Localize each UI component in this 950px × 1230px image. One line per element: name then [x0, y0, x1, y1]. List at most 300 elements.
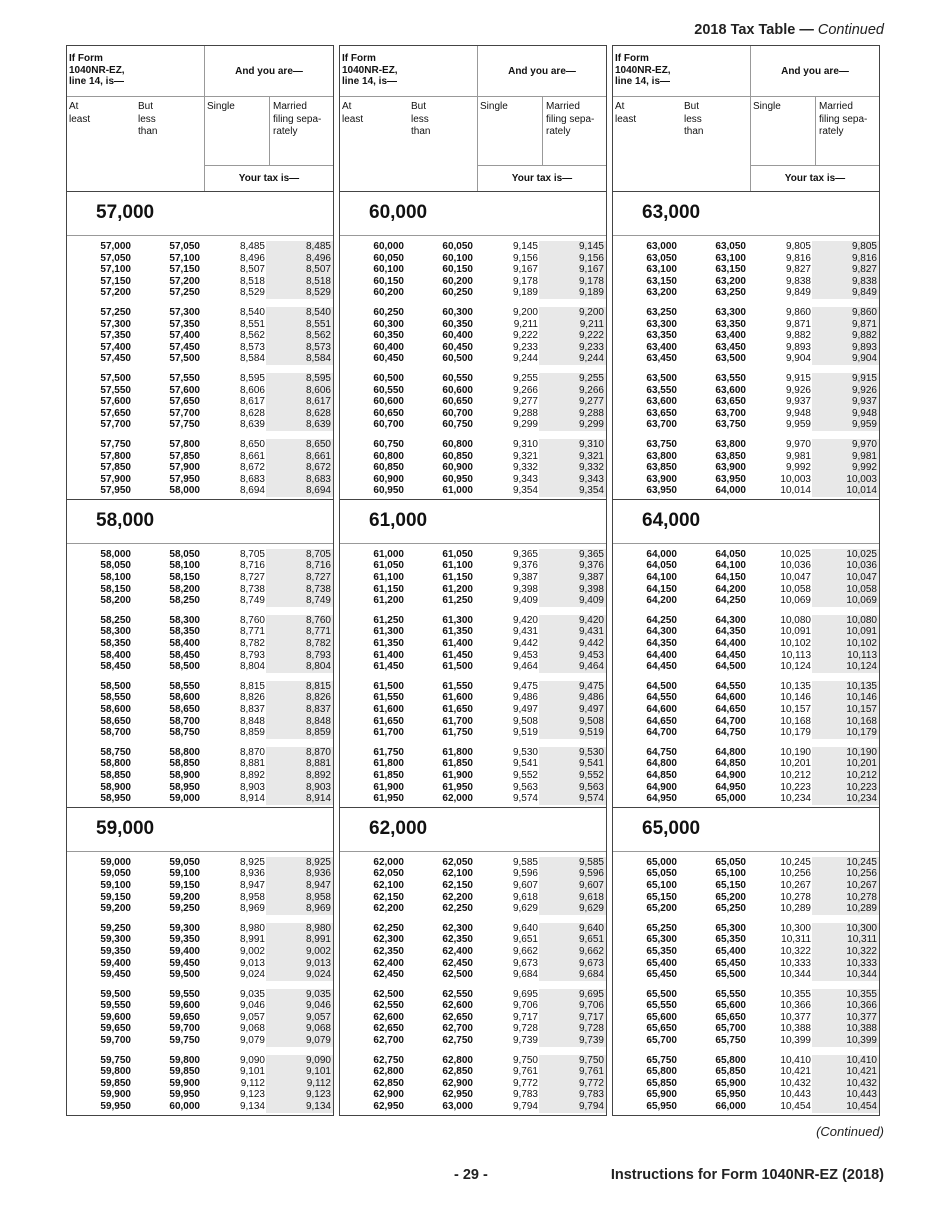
at-least-cell: 58,900 [100, 781, 131, 793]
if-form-line: If Form [69, 53, 103, 64]
table-row [67, 615, 333, 627]
single-tax-cell: 10,234 [780, 793, 811, 805]
married-tax-cell: 8,826 [266, 692, 333, 704]
at-least-cell: 57,300 [100, 318, 131, 330]
table-row [340, 584, 606, 596]
table-row [613, 572, 879, 584]
table-row [613, 892, 879, 904]
table-row [613, 560, 879, 572]
row-group [340, 307, 606, 365]
table-row [340, 969, 606, 981]
if-form-line: line 14, is— [69, 76, 125, 87]
but-less-than-cell: 63,050 [715, 241, 746, 252]
if-form-line: If Form [615, 53, 649, 64]
married-tax-cell: 9,244 [539, 353, 606, 365]
at-least-cell: 58,100 [100, 572, 131, 584]
table-row [340, 264, 606, 276]
single-tax-cell: 9,486 [512, 692, 538, 704]
married-tax-cell: 8,980 [266, 923, 333, 935]
table-row [613, 704, 879, 716]
tax-table [66, 45, 885, 1116]
but-less-than-cell: 64,300 [715, 614, 746, 626]
married-tax-cell: 10,014 [812, 485, 879, 497]
table-row [67, 747, 333, 759]
table-row [613, 857, 879, 869]
table-row [613, 319, 879, 331]
married-tax-cell: 8,738 [266, 584, 333, 596]
table-row [613, 253, 879, 265]
row-group [67, 549, 333, 607]
row-group [340, 373, 606, 431]
header-title-text: 2018 Tax Table — [694, 22, 814, 38]
but-less-than-cell: 64,450 [715, 649, 746, 661]
married-tax-cell: 9,684 [539, 969, 606, 981]
at-least-cell: 59,600 [100, 1011, 131, 1023]
at-least-cell: 65,850 [646, 1077, 677, 1089]
married-tax-cell: 9,123 [266, 1089, 333, 1101]
and-you-are-label: And you are— [781, 65, 849, 77]
but-less-than-cell: 58,300 [169, 614, 200, 626]
but-less-than-cell: 57,900 [169, 462, 200, 474]
section-title: 58,000 [67, 500, 333, 544]
but-less-than-cell: 60,500 [442, 353, 473, 365]
single-tax-cell: 9,596 [512, 868, 538, 880]
but-less-than-cell: 62,150 [442, 879, 473, 891]
single-tax-cell: 9,827 [785, 264, 811, 276]
married-tax-cell: 9,915 [812, 373, 879, 385]
at-least-cell: 63,350 [646, 330, 677, 342]
row-group [613, 439, 879, 497]
but-less-than-cell: 57,200 [169, 275, 200, 287]
but-less-than-cell: 58,050 [169, 548, 200, 560]
married-tax-cell: 9,607 [539, 880, 606, 892]
married-tax-cell: 9,255 [539, 373, 606, 385]
single-tax-cell: 10,190 [780, 746, 811, 758]
at-least-cell: 65,500 [646, 988, 677, 1000]
but-less-than-cell: 59,000 [169, 793, 200, 805]
row-group [67, 373, 333, 431]
row-group [340, 1055, 606, 1113]
table-row [340, 276, 606, 288]
but-less-than-cell: 65,400 [715, 945, 746, 957]
table-row [340, 342, 606, 354]
married-tax-cell: 9,783 [539, 1089, 606, 1101]
but-less-than-label [409, 97, 478, 165]
married-tax-cell: 10,322 [812, 946, 879, 958]
married-tax-cell: 8,859 [266, 727, 333, 739]
row-group [340, 615, 606, 673]
but-less-than-cell: 64,500 [715, 661, 746, 673]
but-less-than-line: But [411, 101, 427, 112]
at-least-cell: 63,500 [646, 372, 677, 384]
but-less-than-cell: 58,800 [169, 746, 200, 758]
at-least-cell: 61,700 [373, 727, 404, 739]
at-least-cell: 61,400 [373, 649, 404, 661]
at-least-cell: 58,650 [100, 715, 131, 727]
at-least-cell: 60,150 [373, 275, 404, 287]
single-tax-cell: 9,332 [512, 462, 538, 474]
but-less-than-cell: 65,750 [715, 1035, 746, 1047]
but-less-than-cell: 65,500 [715, 969, 746, 981]
but-less-than-cell: 58,000 [169, 485, 200, 497]
table-row [340, 704, 606, 716]
at-least-cell: 63,100 [646, 264, 677, 276]
if-form-line: 1040NR-EZ, [342, 64, 398, 76]
but-less-than-cell: 64,600 [715, 692, 746, 704]
but-less-than-cell: 63,250 [715, 287, 746, 299]
but-less-than-cell: 65,850 [715, 1066, 746, 1078]
married-tax-cell: 8,529 [266, 287, 333, 299]
at-least-cell: 58,150 [100, 583, 131, 595]
table-row [340, 892, 606, 904]
married-tax-cell: 10,366 [812, 1000, 879, 1012]
table-row [67, 408, 333, 420]
but-less-than-cell: 65,600 [715, 1000, 746, 1012]
row-group [67, 747, 333, 805]
married-tax-cell: 9,574 [539, 793, 606, 805]
table-row [67, 264, 333, 276]
at-least-cell: 64,500 [646, 680, 677, 692]
but-less-than-cell: 59,250 [169, 903, 200, 915]
row-group [340, 989, 606, 1047]
table-row [613, 934, 879, 946]
but-less-than-cell: 64,950 [715, 781, 746, 793]
but-less-than-cell: 62,350 [442, 934, 473, 946]
single-tax-cell: 10,146 [780, 692, 811, 704]
married-tax-cell: 9,409 [539, 595, 606, 607]
married-tax-cell: 9,332 [539, 462, 606, 474]
at-least-cell: 62,950 [373, 1101, 404, 1113]
married-line: filing sepa- [546, 113, 595, 125]
married-tax-cell: 10,102 [812, 638, 879, 650]
table-row [67, 969, 333, 981]
table-row [67, 650, 333, 662]
but-less-than-cell: 60,350 [442, 318, 473, 330]
but-less-than-cell: 61,800 [442, 746, 473, 758]
single-tax-cell: 10,025 [780, 548, 811, 560]
single-tax-cell: 9,233 [512, 341, 538, 353]
but-less-than-cell: 59,500 [169, 969, 200, 981]
but-less-than-cell: 62,300 [442, 922, 473, 934]
single-tax-cell: 8,595 [239, 372, 265, 384]
but-less-than-cell: 63,200 [715, 275, 746, 287]
table-row [67, 923, 333, 935]
at-least-cell: 60,950 [373, 485, 404, 497]
but-less-than-cell: 58,250 [169, 595, 200, 607]
but-less-than-cell: 64,650 [715, 704, 746, 715]
but-less-than-cell: 61,850 [442, 758, 473, 770]
married-tax-cell: 9,497 [539, 704, 606, 716]
at-least-cell: 57,150 [100, 275, 131, 287]
married-tax-cell: 9,552 [539, 770, 606, 782]
at-least-cell: 63,800 [646, 450, 677, 462]
but-less-than-cell: 60,650 [442, 396, 473, 408]
married-tax-cell: 10,168 [812, 716, 879, 728]
at-least-cell: 63,600 [646, 396, 677, 408]
but-less-than-cell: 63,500 [715, 353, 746, 365]
at-least-cell: 65,050 [646, 868, 677, 880]
married-tax-cell: 8,881 [266, 758, 333, 770]
but-less-than-cell: 62,850 [442, 1066, 473, 1078]
married-tax-cell: 8,672 [266, 462, 333, 474]
but-less-than-cell: 60,600 [442, 384, 473, 396]
row-group [340, 241, 606, 299]
table-row [67, 1078, 333, 1090]
single-tax-cell: 9,255 [512, 372, 538, 384]
at-least-cell: 64,900 [646, 781, 677, 793]
married-tax-cell: 9,365 [539, 549, 606, 561]
table-row [340, 1035, 606, 1047]
married-tax-cell: 10,300 [812, 923, 879, 935]
but-less-than-cell: 65,450 [715, 957, 746, 969]
married-tax-cell: 9,948 [812, 408, 879, 420]
married-tax-cell: 9,695 [539, 989, 606, 1001]
single-tax-cell: 8,507 [239, 264, 265, 276]
married-tax-cell: 9,486 [539, 692, 606, 704]
married-tax-cell: 9,200 [539, 307, 606, 319]
table-row [613, 1101, 879, 1113]
row-group [613, 373, 879, 431]
single-tax-cell: 9,387 [512, 572, 538, 584]
but-less-than-cell: 59,300 [169, 922, 200, 934]
married-tax-cell: 9,508 [539, 716, 606, 728]
single-tax-cell: 9,519 [512, 727, 538, 739]
single-tax-cell: 10,410 [780, 1054, 811, 1066]
at-least-cell: 58,350 [100, 638, 131, 650]
at-least-cell: 63,950 [646, 485, 677, 497]
married-tax-cell: 8,573 [266, 342, 333, 354]
married-tax-cell: 8,628 [266, 408, 333, 420]
married-tax-cell: 10,333 [812, 958, 879, 970]
section-body [340, 544, 606, 807]
single-tax-cell: 10,256 [780, 868, 811, 880]
table-row [340, 319, 606, 331]
single-tax-cell: 9,134 [239, 1101, 265, 1113]
at-least-cell: 57,200 [100, 287, 131, 299]
but-less-than-cell: 61,600 [442, 692, 473, 704]
but-less-than-cell: 58,200 [169, 583, 200, 595]
but-less-than-cell: 58,150 [169, 572, 200, 584]
single-tax-cell: 9,849 [785, 287, 811, 299]
at-least-cell: 60,600 [373, 396, 404, 408]
married-tax-cell: 9,739 [539, 1035, 606, 1047]
married-tax-cell: 9,618 [539, 892, 606, 904]
at-least-cell: 65,900 [646, 1089, 677, 1101]
single-tax-cell: 10,003 [780, 473, 811, 485]
but-less-than-cell: 59,050 [169, 856, 200, 868]
married-tax-cell: 9,079 [266, 1035, 333, 1047]
married-line: rately [273, 126, 298, 137]
at-least-cell: 59,150 [100, 891, 131, 903]
table-row [613, 1089, 879, 1101]
at-least-line: least [615, 113, 637, 125]
but-less-than-cell: 64,900 [715, 769, 746, 781]
table-row [613, 782, 879, 794]
married-tax-cell: 10,047 [812, 572, 879, 584]
married-tax-cell: 10,377 [812, 1012, 879, 1024]
but-less-than-cell: 60,700 [442, 407, 473, 419]
at-least-cell: 59,350 [100, 945, 131, 957]
married-tax-cell: 9,596 [539, 868, 606, 880]
table-row [67, 782, 333, 794]
header-row [340, 46, 606, 97]
single-tax-cell: 10,014 [780, 485, 811, 497]
single-tax-cell: 9,222 [512, 330, 538, 342]
at-least-cell: 59,550 [100, 1000, 131, 1012]
table-row [67, 1035, 333, 1047]
married-tax-cell: 9,343 [539, 474, 606, 486]
married-tax-cell: 9,750 [539, 1055, 606, 1067]
table-row [67, 1012, 333, 1024]
but-less-than-cell: 58,450 [169, 649, 200, 661]
but-less-than-cell: 62,250 [442, 903, 473, 915]
but-less-than-cell: 61,400 [442, 638, 473, 650]
single-tax-cell: 8,782 [239, 638, 265, 650]
table-row [613, 385, 879, 397]
table-column [66, 45, 334, 1116]
table-section [67, 808, 333, 1115]
but-less-than-cell: 62,950 [442, 1089, 473, 1101]
table-row [613, 1055, 879, 1067]
married-tax-cell: 8,562 [266, 330, 333, 342]
but-less-than-cell: 61,450 [442, 649, 473, 661]
but-less-than-cell: 61,500 [442, 661, 473, 673]
single-tax-cell: 10,179 [780, 727, 811, 739]
at-least-cell: 65,800 [646, 1066, 677, 1078]
at-least-cell: 57,550 [100, 384, 131, 396]
single-tax-cell: 10,278 [780, 891, 811, 903]
married-tax-cell: 8,771 [266, 626, 333, 638]
column-header [67, 46, 333, 192]
single-tax-cell: 10,399 [780, 1035, 811, 1047]
married-tax-cell: 9,222 [539, 330, 606, 342]
but-less-than-cell: 63,700 [715, 407, 746, 419]
section-title: 62,000 [340, 808, 606, 852]
table-row [613, 770, 879, 782]
but-less-than-cell: 58,700 [169, 715, 200, 727]
married-tax-cell: 9,827 [812, 264, 879, 276]
but-less-than-cell: 60,750 [442, 419, 473, 431]
at-least-cell: 64,650 [646, 715, 677, 727]
table-row [340, 439, 606, 451]
at-least-cell: 65,700 [646, 1035, 677, 1047]
table-row [613, 307, 879, 319]
at-least-cell: 62,550 [373, 1000, 404, 1012]
at-least-cell: 58,250 [100, 614, 131, 626]
at-least-cell: 58,550 [100, 692, 131, 704]
married-tax-cell: 9,464 [539, 661, 606, 673]
married-tax-cell: 9,167 [539, 264, 606, 276]
table-row [613, 661, 879, 673]
but-less-than-cell: 62,550 [442, 988, 473, 1000]
married-tax-cell: 9,288 [539, 408, 606, 420]
row-group [67, 857, 333, 915]
single-tax-cell: 8,991 [239, 934, 265, 946]
but-less-than-cell: 57,850 [169, 450, 200, 462]
married-tax-cell: 9,310 [539, 439, 606, 451]
single-tax-cell: 10,377 [780, 1011, 811, 1023]
but-less-than-cell: 63,350 [715, 318, 746, 330]
single-tax-cell: 9,409 [512, 595, 538, 607]
but-less-than-cell: 61,000 [442, 485, 473, 497]
your-tax-is-label: Your tax is— [205, 165, 333, 191]
married-line: Married [273, 101, 307, 112]
single-tax-cell: 8,969 [239, 903, 265, 915]
married-tax-cell: 8,518 [266, 276, 333, 288]
at-least-cell: 62,500 [373, 988, 404, 1000]
table-row [67, 661, 333, 673]
table-row [613, 419, 879, 431]
single-tax-cell: 9,761 [512, 1066, 538, 1078]
table-row [613, 474, 879, 486]
single-tax-cell: 8,771 [239, 626, 265, 638]
married-tax-cell: 9,904 [812, 353, 879, 365]
at-least-cell: 64,850 [646, 769, 677, 781]
single-tax-cell: 9,497 [512, 704, 538, 715]
section-title: 61,000 [340, 500, 606, 544]
header-row [67, 46, 333, 97]
but-less-than-cell: 60,300 [442, 306, 473, 318]
at-least-cell: 57,100 [100, 264, 131, 276]
married-tax-cell: 9,893 [812, 342, 879, 354]
at-least-cell: 65,300 [646, 934, 677, 946]
row-group [613, 615, 879, 673]
at-least-cell: 65,750 [646, 1054, 677, 1066]
married-tax-cell: 10,267 [812, 880, 879, 892]
table-row [340, 650, 606, 662]
but-less-than-line: than [684, 126, 704, 137]
single-tax-cell: 9,893 [785, 341, 811, 353]
married-tax-cell: 9,849 [812, 287, 879, 299]
married-tax-cell: 10,146 [812, 692, 879, 704]
but-less-than-cell: 60,550 [442, 372, 473, 384]
at-least-cell: 65,150 [646, 891, 677, 903]
married-tax-cell: 8,705 [266, 549, 333, 561]
but-less-than-cell: 65,250 [715, 903, 746, 915]
table-row [613, 595, 879, 607]
but-less-than-cell: 60,400 [442, 330, 473, 342]
table-section [340, 500, 606, 808]
but-less-than-cell: 58,900 [169, 769, 200, 781]
married-tax-cell: 8,749 [266, 595, 333, 607]
table-row [67, 704, 333, 716]
table-row [340, 661, 606, 673]
married-tax-cell: 10,124 [812, 661, 879, 673]
if-form-line: line 14, is— [342, 76, 398, 87]
but-less-than-cell: 61,650 [442, 704, 473, 715]
at-least-cell: 62,350 [373, 945, 404, 957]
but-less-than-cell: 60,800 [442, 438, 473, 450]
but-less-than-cell: 64,050 [715, 548, 746, 560]
at-least-cell: 61,750 [373, 746, 404, 758]
at-least-label [340, 97, 409, 165]
but-less-than-cell: 59,200 [169, 891, 200, 903]
single-tax-cell: 9,376 [512, 560, 538, 572]
at-least-cell: 64,700 [646, 727, 677, 739]
but-less-than-cell: 57,150 [169, 264, 200, 276]
at-least-cell: 59,650 [100, 1023, 131, 1035]
table-row [613, 451, 879, 463]
but-less-than-cell: 57,800 [169, 438, 200, 450]
table-row [67, 903, 333, 915]
header-spacer [67, 165, 205, 191]
table-row [340, 1089, 606, 1101]
at-least-cell: 65,600 [646, 1011, 677, 1023]
header-spacer [340, 165, 478, 191]
married-label [816, 97, 879, 165]
but-less-than-cell: 62,900 [442, 1077, 473, 1089]
married-line: filing sepa- [819, 113, 868, 125]
